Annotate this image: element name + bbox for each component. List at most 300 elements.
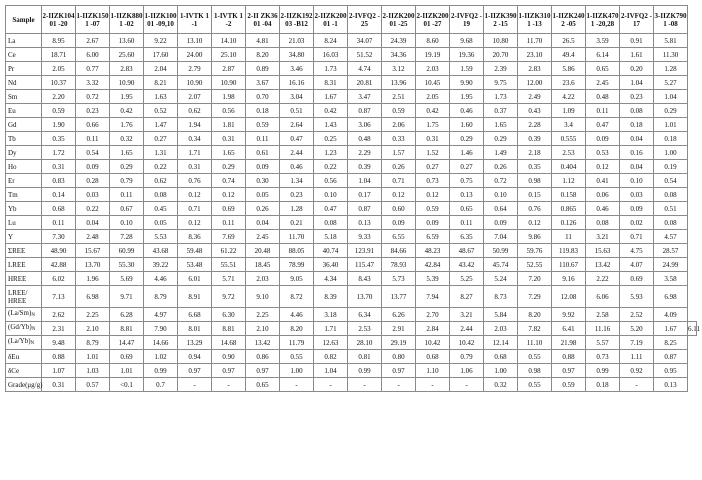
table-cell: 0.04 — [246, 216, 280, 230]
table-cell: 40.74 — [314, 244, 348, 258]
table-cell: 0.52 — [144, 104, 178, 118]
table-cell: 5.84 — [484, 308, 518, 322]
table-cell: 9.90 — [450, 76, 484, 90]
row-label — [6, 230, 42, 244]
table-cell: 45.74 — [484, 258, 518, 272]
table-cell: 5.25 — [450, 272, 484, 286]
table-cell: 43.42 — [450, 258, 484, 272]
row-label-text: La — [8, 36, 16, 45]
column-header: 2-II ZK3601 -04 — [246, 6, 280, 34]
row-label — [6, 118, 42, 132]
table-cell: 8.60 — [416, 34, 450, 48]
table-cell: 1.75 — [416, 118, 450, 132]
table-cell: 2.06 — [382, 118, 416, 132]
table-cell: 88.05 — [280, 244, 314, 258]
column-header: 1-IIZK3902 -15 — [484, 6, 518, 34]
table-cell: 25.10 — [212, 48, 246, 62]
table-cell: 0.65 — [450, 202, 484, 216]
table-cell: 13.10 — [178, 34, 212, 48]
table-cell: 0.87 — [654, 350, 688, 364]
table-cell: 0.37 — [484, 104, 518, 118]
table-cell: 1.06 — [450, 364, 484, 378]
table-cell: 8.36 — [178, 230, 212, 244]
table-cell: 0.74 — [212, 174, 246, 188]
table-cell: 51.52 — [348, 48, 382, 62]
table-cell: 0.89 — [246, 62, 280, 76]
column-header: 1-IIZK4701 -20,28 — [586, 6, 620, 34]
table-cell: 0.87 — [348, 202, 382, 216]
row-label-text: Gd — [8, 120, 17, 129]
table-cell: 0.99 — [586, 364, 620, 378]
table-cell: 10.90 — [212, 76, 246, 90]
table-cell: 5.71 — [212, 272, 246, 286]
table-cell: - — [450, 378, 484, 392]
table-cell: 29.19 — [382, 336, 416, 350]
row-label-text: LREE — [8, 260, 26, 269]
table-cell: 10.90 — [178, 76, 212, 90]
table-cell: 2.83 — [110, 62, 144, 76]
table-cell: 1.47 — [144, 118, 178, 132]
table-cell: 1.00 — [654, 146, 688, 160]
row-label-text: LREE/ HREE — [8, 288, 28, 305]
table-cell: 1.73 — [314, 62, 348, 76]
table-cell: 0.72 — [484, 174, 518, 188]
table-cell: 16.03 — [314, 48, 348, 62]
table-cell: 0.88 — [552, 350, 586, 364]
table-cell: 2.62 — [42, 308, 76, 322]
table-cell: 0.76 — [178, 174, 212, 188]
table-cell: 2.22 — [586, 272, 620, 286]
table-cell: 5.57 — [586, 336, 620, 350]
table-cell: 8.43 — [348, 272, 382, 286]
table-cell: 0.69 — [620, 272, 654, 286]
table-cell: 3.06 — [348, 118, 382, 132]
row-label-text: δCe — [8, 366, 20, 375]
row-label — [6, 146, 42, 160]
table-cell: 0.23 — [280, 188, 314, 202]
table-row — [6, 62, 697, 76]
table-cell: 0.56 — [314, 174, 348, 188]
table-cell: 0.92 — [620, 364, 654, 378]
row-label — [6, 322, 42, 336]
table-cell: 0.97 — [212, 364, 246, 378]
table-cell: 0.83 — [42, 174, 76, 188]
table-row — [6, 350, 697, 364]
row-label — [6, 62, 42, 76]
table-cell: 7.30 — [42, 230, 76, 244]
table-cell: 55.51 — [212, 258, 246, 272]
table-cell: 0.06 — [586, 188, 620, 202]
table-cell: 0.71 — [382, 174, 416, 188]
table-cell: 7.90 — [144, 322, 178, 336]
table-cell: 8.79 — [144, 286, 178, 308]
table-cell: 3.58 — [654, 272, 688, 286]
table-cell: 0.09 — [246, 160, 280, 174]
table-cell: 2.28 — [518, 118, 552, 132]
table-cell: 5.73 — [382, 272, 416, 286]
table-cell: 24.00 — [178, 48, 212, 62]
table-cell: 1.28 — [280, 202, 314, 216]
table-cell: 0.12 — [382, 188, 416, 202]
row-label-text: Grade(μg/g) — [8, 380, 43, 389]
table-cell: 2.10 — [246, 322, 280, 336]
table-cell: 0.72 — [76, 90, 110, 104]
table-cell: 0.31 — [42, 378, 76, 392]
table-cell: 0.67 — [110, 202, 144, 216]
table-cell: 0.65 — [246, 378, 280, 392]
table-cell: 2.53 — [348, 322, 382, 336]
table-cell: 0.18 — [246, 104, 280, 118]
table-cell: 10.90 — [110, 76, 144, 90]
table-cell: 12.08 — [552, 286, 586, 308]
table-cell: 8.01 — [178, 322, 212, 336]
table-cell: 23.6 — [552, 76, 586, 90]
table-cell: 10.80 — [484, 34, 518, 48]
table-cell: 6.01 — [178, 272, 212, 286]
table-cell: 0.41 — [586, 174, 620, 188]
table-cell: 0.09 — [484, 216, 518, 230]
table-cell: 0.03 — [620, 188, 654, 202]
table-cell: 9.33 — [348, 230, 382, 244]
table-cell: 5.24 — [484, 272, 518, 286]
table-cell: - — [416, 378, 450, 392]
column-header: 2-IIZK20001 -27 — [416, 6, 450, 34]
table-cell: 0.97 — [382, 364, 416, 378]
table-cell: 28.57 — [654, 244, 688, 258]
table-cell: 0.59 — [382, 104, 416, 118]
table-cell: 6.28 — [110, 308, 144, 322]
table-cell: 78.93 — [382, 258, 416, 272]
table-cell: 8.27 — [450, 286, 484, 308]
table-cell: 0.88 — [42, 350, 76, 364]
table-cell: 7.20 — [518, 272, 552, 286]
table-cell: 0.11 — [42, 216, 76, 230]
table-cell: 0.47 — [280, 132, 314, 146]
table-cell: 2.05 — [416, 90, 450, 104]
table-cell: 0.81 — [348, 350, 382, 364]
table-cell: 0.73 — [586, 350, 620, 364]
table-row — [6, 202, 697, 216]
table-cell: 2.45 — [586, 76, 620, 90]
table-cell: 8.81 — [212, 322, 246, 336]
table-cell: 8.79 — [76, 336, 110, 350]
table-cell: 1.71 — [314, 322, 348, 336]
row-label — [6, 286, 42, 308]
ree-data-table — [5, 5, 700, 392]
table-cell: 0.35 — [518, 160, 552, 174]
table-cell: 0.33 — [382, 132, 416, 146]
row-label — [6, 350, 42, 364]
table-cell: 0.59 — [42, 104, 76, 118]
table-cell: 0.71 — [620, 230, 654, 244]
table-cell: 0.47 — [586, 118, 620, 132]
table-cell: 8.39 — [314, 286, 348, 308]
table-cell: 0.55 — [518, 378, 552, 392]
column-header: 2-IIZK19203 -B12 — [280, 6, 314, 34]
table-cell: 0.68 — [416, 350, 450, 364]
table-cell: 9.86 — [518, 230, 552, 244]
table-cell: 14.68 — [212, 336, 246, 350]
table-cell: 1.02 — [144, 350, 178, 364]
table-cell: 0.865 — [552, 202, 586, 216]
table-cell: 25.60 — [110, 48, 144, 62]
table-cell: 9.68 — [450, 34, 484, 48]
table-cell: - — [280, 378, 314, 392]
table-cell: 0.17 — [348, 188, 382, 202]
table-cell: 0.15 — [518, 188, 552, 202]
table-cell: 1.71 — [178, 146, 212, 160]
table-cell: 18.45 — [246, 258, 280, 272]
table-cell: 0.12 — [178, 216, 212, 230]
table-cell: 5.86 — [552, 62, 586, 76]
table-cell: 59.48 — [178, 244, 212, 258]
table-cell: 0.29 — [484, 132, 518, 146]
table-cell: 23.10 — [518, 48, 552, 62]
table-cell: 11.70 — [518, 34, 552, 48]
table-cell: 0.25 — [314, 132, 348, 146]
row-label — [6, 160, 42, 174]
table-cell: 2.05 — [42, 62, 76, 76]
table-cell: 2.04 — [144, 62, 178, 76]
table-cell: 0.97 — [178, 364, 212, 378]
table-cell: 49.4 — [552, 48, 586, 62]
row-label-subscript: N — [31, 327, 36, 332]
table-cell: 2.84 — [416, 322, 450, 336]
table-cell: 0.10 — [484, 188, 518, 202]
table-cell: 0.51 — [280, 104, 314, 118]
table-cell: 1.65 — [110, 146, 144, 160]
table-cell: 7.28 — [110, 230, 144, 244]
table-cell: 21.03 — [280, 34, 314, 48]
row-label — [6, 378, 42, 392]
table-cell: 0.23 — [620, 90, 654, 104]
table-row — [6, 132, 697, 146]
row-label — [6, 188, 42, 202]
table-cell: 0.13 — [654, 378, 688, 392]
table-cell: 6.30 — [212, 308, 246, 322]
table-cell: 0.404 — [552, 160, 586, 174]
table-cell: 2.10 — [76, 322, 110, 336]
table-cell: 12.00 — [518, 76, 552, 90]
column-header: 2-IVFQ2 -19 — [450, 6, 484, 34]
table-cell: 10.45 — [416, 76, 450, 90]
table-cell: 7.19 — [620, 336, 654, 350]
table-cell: 0.62 — [178, 104, 212, 118]
table-cell: 0.14 — [42, 188, 76, 202]
table-cell: 0.77 — [76, 62, 110, 76]
table-cell: 0.80 — [382, 350, 416, 364]
table-cell: 2.03 — [416, 62, 450, 76]
row-label — [6, 272, 42, 286]
row-label-text: Ce — [8, 50, 16, 59]
column-header: 1-IIZK10001 -09,10 — [144, 6, 178, 34]
table-cell: 5.69 — [110, 272, 144, 286]
table-cell: 0.69 — [212, 202, 246, 216]
table-cell: 0.10 — [110, 216, 144, 230]
table-cell: 6.98 — [654, 286, 688, 308]
row-label-text: Y — [8, 232, 14, 241]
table-cell: - — [620, 378, 654, 392]
table-cell: 0.08 — [144, 188, 178, 202]
table-cell: 14.10 — [212, 34, 246, 48]
row-label-text: Lu — [8, 218, 16, 227]
table-cell: 0.97 — [246, 364, 280, 378]
table-cell: 0.45 — [144, 202, 178, 216]
table-cell: 2.70 — [416, 308, 450, 322]
table-cell: 1.04 — [620, 76, 654, 90]
table-cell: 1.31 — [144, 146, 178, 160]
row-label-text: (La/Sm) — [8, 309, 32, 317]
table-cell: 3.47 — [348, 90, 382, 104]
table-cell: 0.46 — [586, 202, 620, 216]
table-cell: 0.31 — [178, 160, 212, 174]
row-label — [6, 90, 42, 104]
table-cell: 0.90 — [212, 350, 246, 364]
table-cell: 0.30 — [246, 174, 280, 188]
table-cell: 5.27 — [654, 76, 688, 90]
table-cell: 8.72 — [280, 286, 314, 308]
table-cell: 1.23 — [314, 146, 348, 160]
table-cell: 4.81 — [246, 34, 280, 48]
table-cell: 9.22 — [144, 34, 178, 48]
table-cell: 10.42 — [416, 336, 450, 350]
table-cell: 7.13 — [42, 286, 76, 308]
table-cell: 1.43 — [314, 118, 348, 132]
row-label — [6, 336, 42, 350]
table-cell: 0.10 — [620, 174, 654, 188]
table-cell: 4.97 — [144, 308, 178, 322]
table-cell: 9.71 — [110, 286, 144, 308]
row-label — [6, 34, 42, 48]
table-cell: 8.25 — [654, 336, 688, 350]
table-cell: 13.77 — [382, 286, 416, 308]
table-cell: 0.13 — [348, 216, 382, 230]
table-cell: 2.29 — [348, 146, 382, 160]
table-cell: 1.76 — [110, 118, 144, 132]
table-cell: - — [212, 378, 246, 392]
table-cell: 5.20 — [620, 322, 654, 336]
table-row — [6, 336, 697, 350]
table-cell: 48.90 — [42, 244, 76, 258]
table-cell: 13.60 — [110, 34, 144, 48]
row-label-text: Pr — [8, 64, 15, 73]
table-cell: 1.65 — [212, 146, 246, 160]
table-cell: 42.84 — [416, 258, 450, 272]
row-label — [6, 104, 42, 118]
table-cell: 19.36 — [450, 48, 484, 62]
table-cell: 6.34 — [348, 308, 382, 322]
row-label-text: Yb — [8, 204, 17, 213]
table-cell: 11.16 — [586, 322, 620, 336]
table-cell: 110.67 — [552, 258, 586, 272]
table-cell: 1.73 — [484, 90, 518, 104]
table-cell: 1.65 — [484, 118, 518, 132]
table-cell: 0.97 — [552, 364, 586, 378]
table-cell: 0.55 — [518, 350, 552, 364]
table-cell: 4.57 — [654, 230, 688, 244]
table-cell: 0.09 — [586, 132, 620, 146]
table-cell: 0.48 — [586, 90, 620, 104]
table-cell: 1.67 — [654, 322, 688, 336]
table-cell: 20.70 — [484, 48, 518, 62]
table-cell: 0.11 — [246, 132, 280, 146]
table-cell: 1.95 — [450, 90, 484, 104]
table-cell: 0.59 — [416, 202, 450, 216]
table-cell: 1.03 — [76, 364, 110, 378]
table-cell: 0.98 — [518, 174, 552, 188]
table-cell: 13.70 — [348, 286, 382, 308]
table-cell: 0.55 — [280, 350, 314, 364]
table-cell: 78.99 — [280, 258, 314, 272]
table-cell: 2.52 — [620, 308, 654, 322]
column-header: 1-IIZK1501 -07 — [76, 6, 110, 34]
table-cell: 14.47 — [110, 336, 144, 350]
table-cell: 11.10 — [518, 336, 552, 350]
ree-data-table-container — [5, 5, 700, 392]
table-cell: 0.08 — [586, 216, 620, 230]
table-cell: 3.04 — [280, 90, 314, 104]
table-cell: 3.46 — [280, 62, 314, 76]
table-cell: 1.28 — [654, 62, 688, 76]
table-cell: 5.93 — [620, 286, 654, 308]
table-cell: 0.20 — [620, 62, 654, 76]
table-cell: 0.76 — [518, 202, 552, 216]
table-cell: 2.79 — [178, 62, 212, 76]
table-cell: 0.12 — [212, 188, 246, 202]
table-cell: 12.63 — [314, 336, 348, 350]
table-cell: 0.98 — [518, 364, 552, 378]
table-cell: 6.02 — [42, 272, 76, 286]
table-cell: 2.49 — [518, 90, 552, 104]
table-row — [6, 322, 697, 336]
table-cell: 20.81 — [348, 76, 382, 90]
table-cell: 2.20 — [42, 90, 76, 104]
row-label-subscript: N — [30, 341, 35, 346]
table-cell: 0.26 — [382, 160, 416, 174]
table-cell: 0.82 — [314, 350, 348, 364]
table-cell: 0.11 — [586, 104, 620, 118]
table-cell: 8.20 — [518, 308, 552, 322]
table-cell: 0.70 — [246, 90, 280, 104]
table-cell: 9.48 — [42, 336, 76, 350]
table-cell: 6.55 — [382, 230, 416, 244]
table-cell: 6.41 — [552, 322, 586, 336]
table-cell: 9.92 — [552, 308, 586, 322]
table-cell: 0.68 — [42, 202, 76, 216]
table-cell: 0.158 — [552, 188, 586, 202]
table-row — [6, 216, 697, 230]
table-row — [6, 378, 697, 392]
table-cell: 1.61 — [620, 48, 654, 62]
table-cell: 0.26 — [246, 202, 280, 216]
table-cell: 59.76 — [518, 244, 552, 258]
table-cell: 0.46 — [450, 104, 484, 118]
table-row — [6, 90, 697, 104]
table-cell: 0.42 — [110, 104, 144, 118]
table-cell: 2.51 — [382, 90, 416, 104]
table-cell: 2.44 — [450, 322, 484, 336]
table-cell: 0.31 — [42, 160, 76, 174]
row-label — [6, 258, 42, 272]
table-cell: 1.59 — [450, 62, 484, 76]
table-cell: 1.52 — [416, 146, 450, 160]
column-header: 3-IIZK7901 -08 — [654, 6, 688, 34]
row-label-text: Tb — [8, 134, 16, 143]
row-label — [6, 76, 42, 90]
table-cell: 20.48 — [246, 244, 280, 258]
table-cell: 0.29 — [212, 160, 246, 174]
table-cell: 0.22 — [144, 160, 178, 174]
